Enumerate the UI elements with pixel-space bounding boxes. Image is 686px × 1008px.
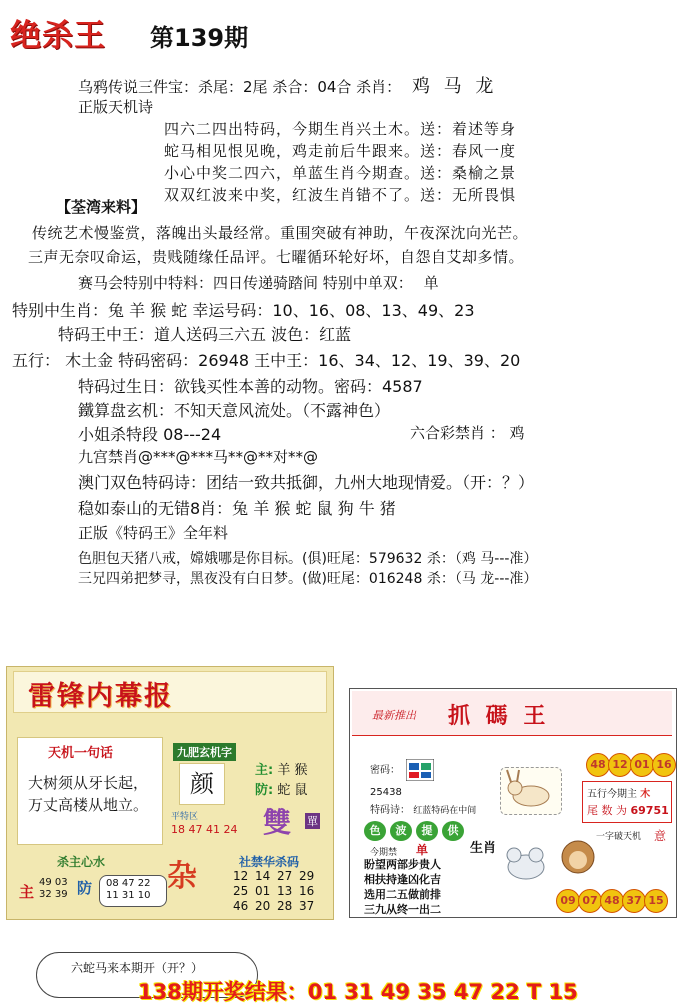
zhuamawang-panel — [349, 688, 677, 918]
she-cell: 01 — [255, 884, 271, 898]
yizi-value: 意 — [654, 829, 667, 843]
top-num: 01 — [630, 753, 654, 777]
wuxing-box — [582, 781, 672, 823]
jiaozhi-char: 杂 — [167, 859, 197, 894]
liuhecai-line: 六合彩禁肖 ： 鸡 — [410, 424, 525, 442]
right-poem-line: 选用二五做前排 — [364, 888, 441, 901]
jiugong-line: 九宫禁肖@***@***马**@**对**@ — [78, 448, 319, 466]
fang2-nums-row: 11 31 10 — [106, 890, 151, 901]
she-label: 社禁华杀码 — [239, 855, 300, 869]
right-poem — [364, 857, 441, 917]
bottom-num: 15 — [644, 889, 668, 913]
fang-label: 防: — [255, 783, 274, 798]
tiesuan-line: 鐵算盘玄机：不知天意风流处。（不露神色） — [78, 401, 391, 420]
she-cell: 46 — [233, 899, 249, 913]
she-cell: 27 — [277, 869, 293, 883]
she-cell: 13 — [277, 884, 293, 898]
zhu-label: 主: — [255, 763, 274, 778]
tianji-box-line-1: 大树须从牙长起， — [28, 774, 149, 792]
she-cell: 25 — [233, 884, 249, 898]
rat-illustration — [500, 839, 552, 883]
crow-line-text: 乌鸦传说三件宝：杀尾：2尾 杀合：04合 杀肖： — [78, 78, 402, 96]
weishu-label: 尾 数 为 — [587, 804, 627, 817]
she-cell: 28 — [277, 899, 293, 913]
fang2-label: 防 — [77, 879, 93, 897]
wuxing-label: 五行今期主 — [587, 789, 637, 800]
zhu2-label: 主 — [19, 883, 35, 901]
monkey-illustration — [558, 837, 598, 877]
weishu-row — [587, 802, 669, 818]
zuixin-label: 最新推出 — [372, 709, 416, 722]
zhu-value: 羊 猴 — [277, 763, 308, 778]
saima-text: 赛马会特别中特料：四日传递骑踏间 特别中单双： — [78, 274, 413, 292]
wuxing-line: 五行： 木土金 特码密码：26948 王中王：16、34、12、19、39、20 — [12, 351, 521, 370]
bottom-num: 07 — [578, 889, 602, 913]
wuxing-row — [587, 785, 650, 800]
aomen-line: 澳门双色特码诗：团结一致共抵御，九州大地现情爱。（开：？） — [78, 473, 535, 492]
leifeng-header — [13, 671, 327, 713]
cloud-text: 六蛇马来本期开（开？） — [71, 961, 204, 975]
tag-se: 色 — [364, 821, 386, 841]
bottom-num: 37 — [622, 889, 646, 913]
poem-line-3: 小心中奖二四六，单蓝生肖今期查。送：桑榆之景 — [164, 164, 517, 182]
she-grid — [233, 869, 321, 914]
crow-animals: 鸡 马 龙 — [411, 76, 498, 97]
pingte-label: 平特区 — [171, 812, 199, 822]
right-poem-line: 盼望两部步贵人 — [364, 858, 441, 871]
xiaojie-line: 小姐杀特段 08---24 — [78, 425, 222, 444]
leifeng-panel — [6, 666, 334, 920]
jiuge-label: 九肥玄机字 — [173, 743, 236, 761]
bottom-num: 48 — [600, 889, 624, 913]
yizi-label: 一字破天机 — [596, 832, 642, 842]
dan-char: 單 — [307, 815, 318, 828]
top-num: 48 — [586, 753, 610, 777]
tema-row — [370, 801, 476, 816]
leifeng-title: 雷锋内幕报 — [28, 681, 173, 712]
right-poem-line: 三九从终一出二 — [364, 903, 441, 916]
she-cell: 14 — [255, 869, 271, 883]
shengri-line: 特码过生日：欲钱买性本善的动物。密码：4587 — [78, 377, 423, 396]
fang-value: 蛇 鼠 — [277, 783, 308, 798]
wuxing-value: 木 — [640, 789, 651, 800]
issue-number: 第139期 — [150, 24, 249, 52]
jinqi-value: 单 — [416, 843, 429, 857]
tianji-box-line-2: 万丈高楼从地立。 — [28, 796, 149, 814]
she-cell: 16 — [299, 884, 315, 898]
poem-line-1: 四六二四出特码，今期生肖兴土木。送：着述等身 — [164, 120, 517, 138]
tag-ti: 提 — [416, 821, 438, 841]
tianji-box-title: 天机一句话 — [48, 746, 114, 761]
tebie-shengxiao-line: 特别中生肖：兔 羊 猴 蛇 幸运号码：10、16、08、13、49、23 — [12, 301, 475, 320]
shuang-char: 雙 — [263, 806, 292, 839]
mima-label: 密码： — [370, 765, 400, 776]
bottom-num: 09 — [556, 889, 580, 913]
tema-label: 特码诗： — [370, 805, 410, 816]
logo-title: 绝杀王 — [10, 18, 106, 54]
quanwan-heading: 【荃湾来料】 — [56, 198, 147, 216]
temawang-line: 特码王中王：道人送码三六五 波色：红蓝 — [58, 325, 352, 344]
fang2-nums-row: 08 47 22 — [106, 878, 151, 889]
she-grid-row — [233, 869, 321, 884]
saima-line — [78, 272, 439, 293]
fang2-nums — [99, 875, 167, 907]
tema-value: 红蓝特码在中间 — [413, 806, 477, 816]
tag-bo: 波 — [390, 821, 412, 841]
rabbit-illustration — [500, 767, 562, 815]
crow-line — [78, 72, 497, 98]
weishu-value: 69751 — [630, 804, 669, 817]
fang-row — [255, 779, 307, 798]
pingte-nums: 18 47 41 24 — [171, 823, 238, 836]
right-poem-line: 相扶持逢凶化吉 — [364, 873, 441, 886]
zhuamawang-title: 抓 碼 王 — [448, 704, 550, 729]
dan-line-2: 三兄四弟把梦寻，黑夜没有白日梦。(做)旺尾：016248 杀：（马 龙---准） — [78, 571, 538, 587]
she-grid-row — [233, 899, 321, 914]
tianji-heading: 正版天机诗 — [78, 98, 154, 116]
she-cell: 20 — [255, 899, 271, 913]
zhu2-nums-row: 32 39 — [39, 889, 68, 900]
she-grid-row — [233, 884, 321, 899]
top-num: 12 — [608, 753, 632, 777]
draw-result: 138期开奖结果：01 31 49 35 47 22 T 15 — [138, 980, 578, 1004]
poem-line-4: 双双红波来中奖，红波生肖错不了。送：无所畏惧 — [164, 186, 517, 204]
she-cell: 37 — [299, 899, 315, 913]
she-cell: 29 — [299, 869, 315, 883]
zhuamawang-header — [352, 691, 672, 736]
wenru-line: 稳如泰山的无错8肖：兔 羊 猴 蛇 鼠 狗 牛 猪 — [78, 499, 396, 518]
shengxiao-label: 生肖 — [470, 841, 497, 856]
mima-value: 25438 — [370, 787, 402, 798]
chart-icon — [406, 759, 434, 781]
zhu2-nums — [39, 877, 68, 901]
quanwan-line-2: 三声无奈叹命运，贵贱随缘任品评。七曜循环轮好坏，自怨自艾却多情。 — [28, 248, 525, 266]
tag-gong: 供 — [442, 821, 464, 841]
mima-row — [370, 761, 400, 776]
she-cell: 12 — [233, 869, 249, 883]
quannian-line: 正版《特码王》全年料 — [78, 524, 229, 542]
saima-value: 单 — [423, 274, 439, 292]
dan-line-1: 色胆包天猪八戒，嫦娥哪是你目标。(俱)旺尾：579632 杀：（鸡 马---准） — [78, 551, 538, 567]
tianji-box — [17, 737, 163, 845]
quanwan-line-1: 传统艺术慢鉴赏，落魄出头最经常。重围突破有神助，午夜深沈向光芒。 — [32, 224, 529, 242]
jinqi-label: 今期禁 — [370, 848, 398, 858]
zi-box: 颜 — [179, 763, 225, 805]
zhu2-nums-row: 49 03 — [39, 877, 68, 888]
zhongxin-label: 杀主心水 — [57, 855, 106, 869]
top-num: 16 — [652, 753, 676, 777]
zhu-row — [255, 759, 307, 778]
poem-line-2: 蛇马相见恨见晚，鸡走前后牛跟来。送：春风一度 — [164, 142, 517, 160]
